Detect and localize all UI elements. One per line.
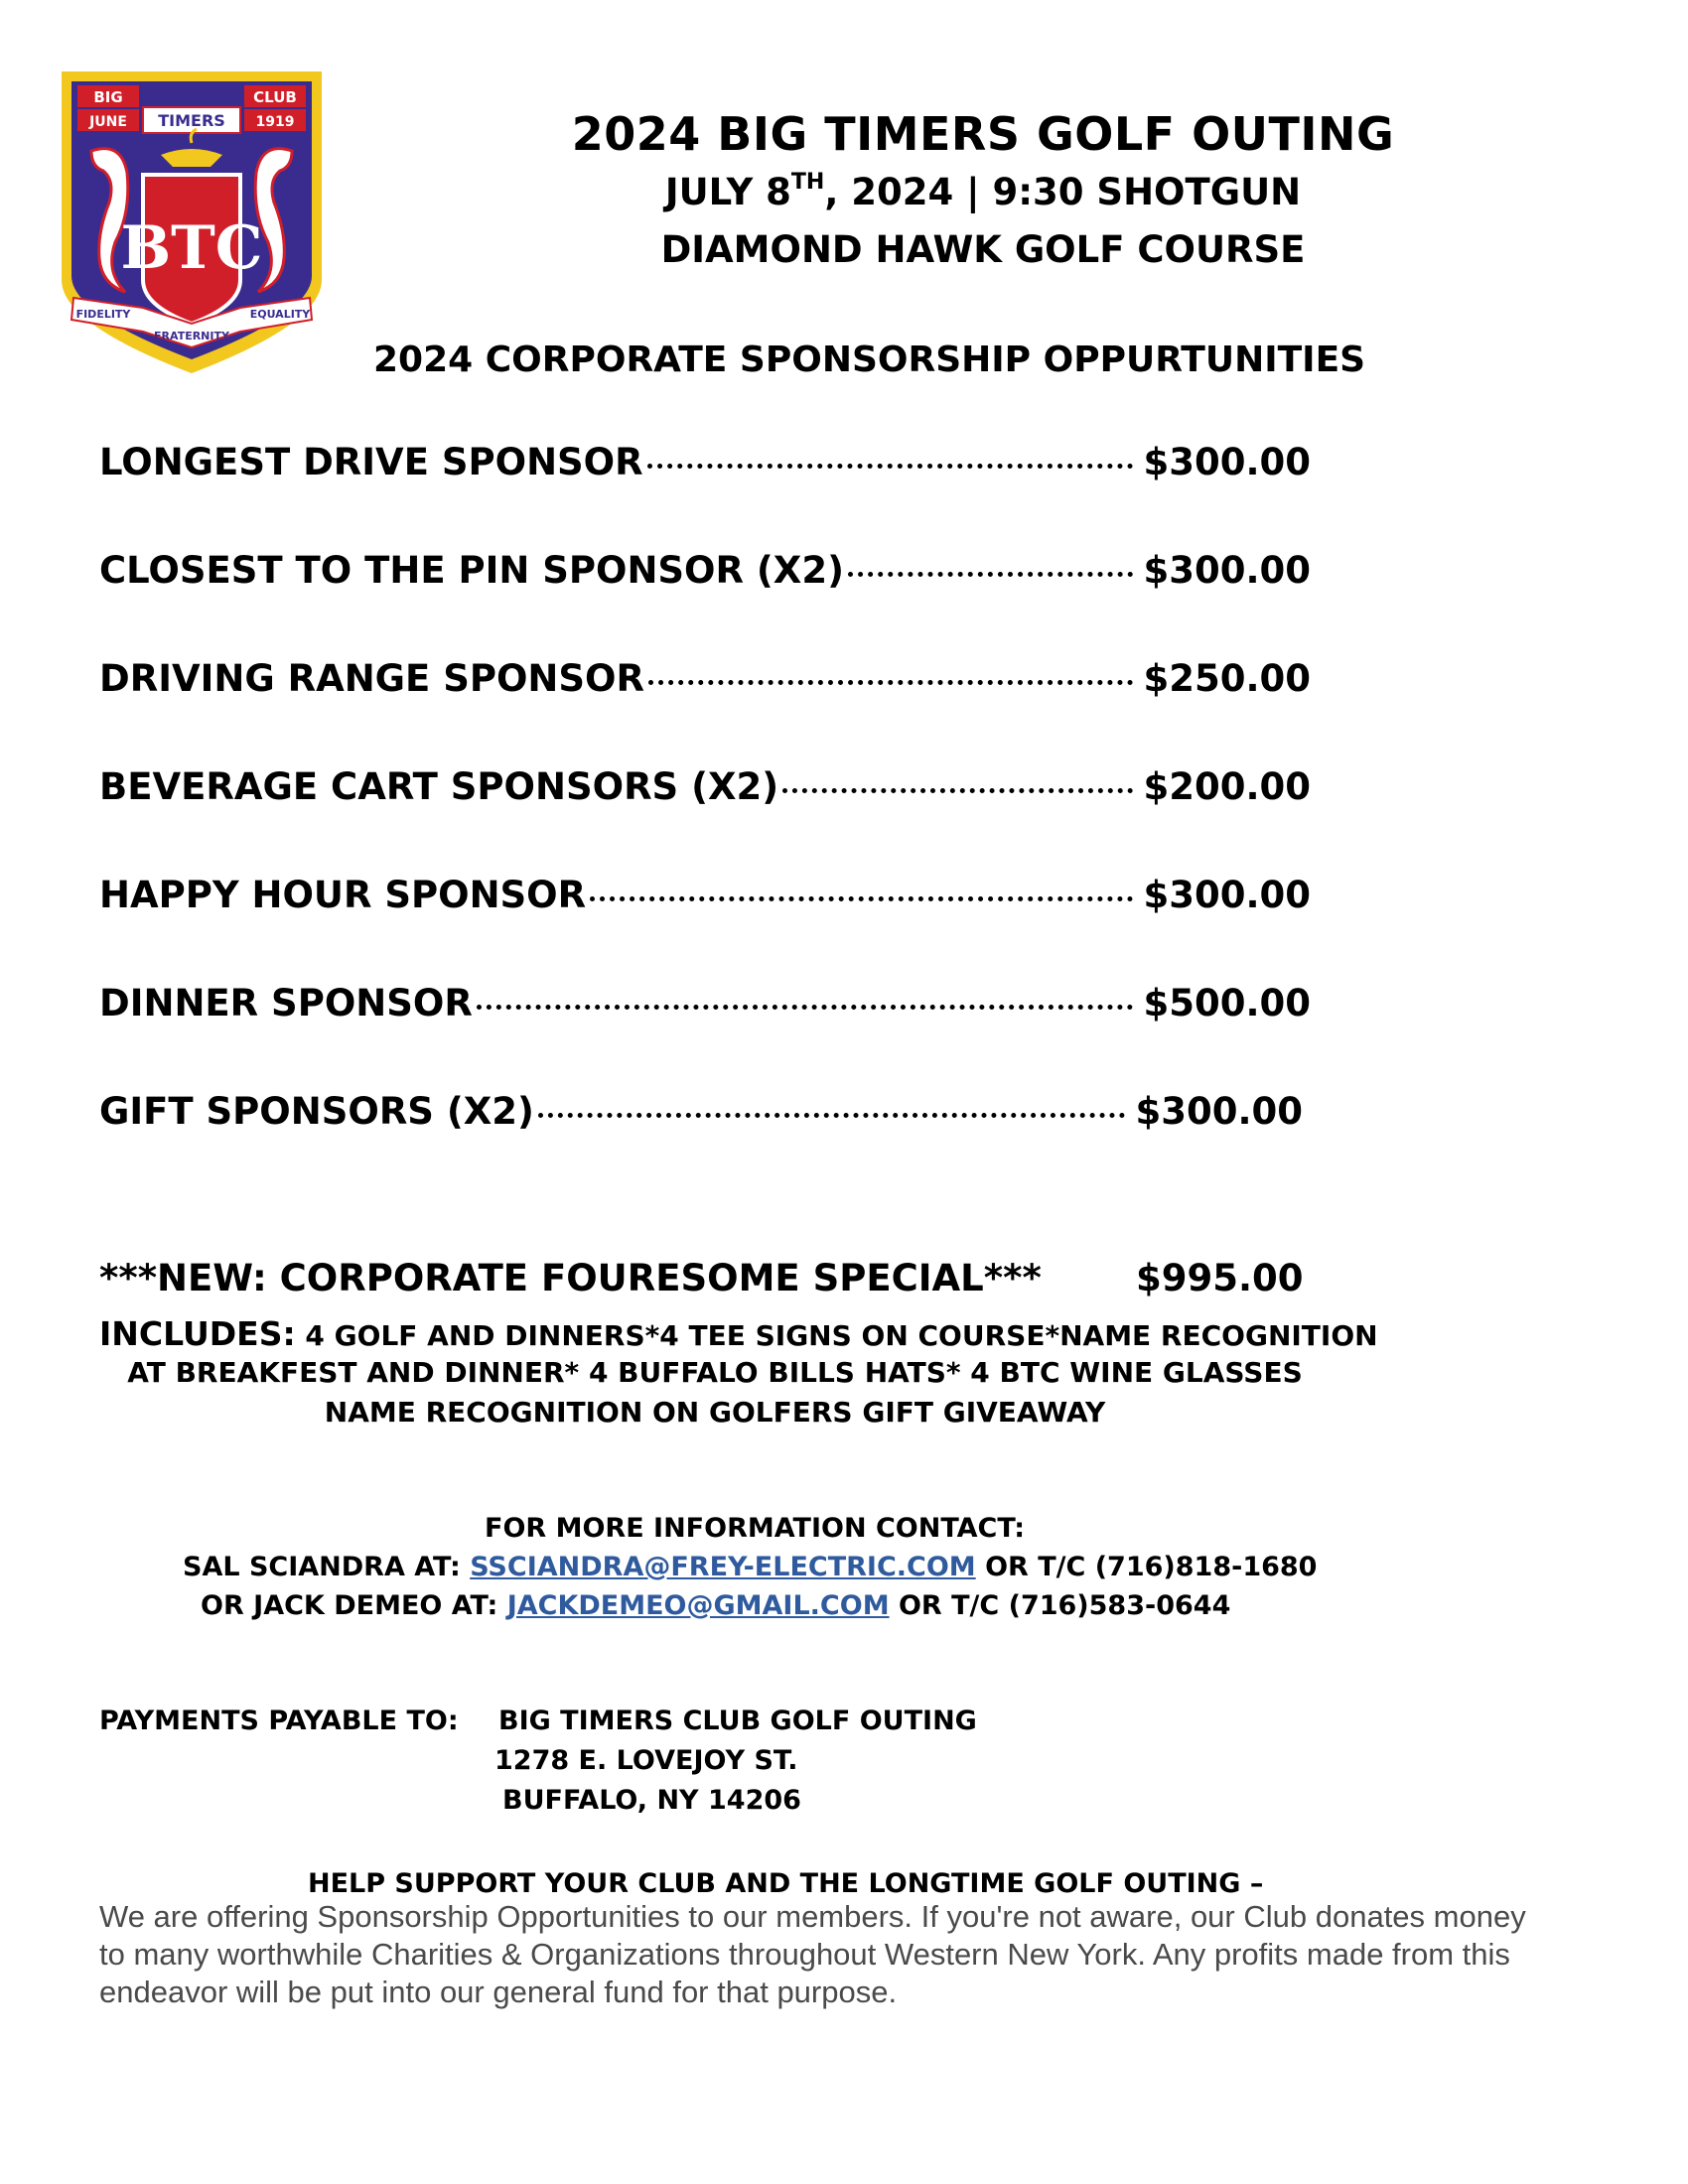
big-timers-club-crest-logo bbox=[52, 64, 332, 379]
sponsorship-price: $300.00 bbox=[1143, 441, 1311, 483]
dot-leader bbox=[782, 788, 1133, 793]
includes-text: 4 GOLF AND DINNERS*4 TEE SIGNS ON COURSE*NAME RECOGNITION bbox=[305, 1319, 1378, 1352]
sponsorship-price: $500.00 bbox=[1143, 982, 1311, 1024]
sponsorship-item bbox=[99, 874, 1311, 923]
sponsorship-label: GIFT SPONSORS (X2) bbox=[99, 1090, 534, 1133]
support-paragraph: We are offering Sponsorship Opportunities to our members. If you're not aware, our Club donates money to many worthwhile Charities & Organizations throughout Western New York. Any profits made from this endeavor will be put into our general fund for that purpose. bbox=[99, 1899, 1526, 2009]
logo-text-year: 1919 bbox=[255, 114, 295, 130]
payments-payee: BIG TIMERS CLUB GOLF OUTING bbox=[498, 1706, 977, 1736]
sponsorship-price: $200.00 bbox=[1143, 765, 1311, 808]
sponsorship-price: $300.00 bbox=[1135, 1090, 1303, 1133]
sal-email-link[interactable]: SSCIANDRA@FREY-ELECTRIC.COM bbox=[470, 1552, 976, 1582]
page-title: 2024 BIG TIMERS GOLF OUTING bbox=[571, 107, 1395, 161]
support-heading: HELP SUPPORT YOUR CLUB AND THE LONGTIME GOLF OUTING – bbox=[308, 1868, 1264, 1899]
dot-leader bbox=[648, 680, 1133, 685]
sponsorship-item bbox=[99, 765, 1311, 815]
sponsorship-label: DRIVING RANGE SPONSOR bbox=[99, 657, 644, 700]
dot-leader bbox=[477, 1005, 1134, 1010]
sponsorship-label: DINNER SPONSOR bbox=[99, 982, 473, 1024]
special-title: ***NEW: CORPORATE FOURESOME SPECIAL*** bbox=[99, 1257, 1042, 1299]
special-includes-line3: NAME RECOGNITION ON GOLFERS GIFT GIVEAWAY bbox=[324, 1396, 1106, 1429]
special-price: $995.00 bbox=[1136, 1257, 1304, 1299]
contact-heading: FOR MORE INFORMATION CONTACT: bbox=[485, 1513, 1026, 1544]
logo-ribbon-fidelity: FIDELITY bbox=[75, 308, 131, 321]
contact-sal-phone: OR T/C (716)818-1680 bbox=[985, 1552, 1318, 1582]
dot-leader bbox=[848, 572, 1133, 577]
sponsorship-label: LONGEST DRIVE SPONSOR bbox=[99, 441, 643, 483]
logo-text-club: CLUB bbox=[253, 88, 297, 106]
foursome-special bbox=[99, 1257, 1350, 1299]
sponsorship-price: $250.00 bbox=[1143, 657, 1311, 700]
payments-label: PAYMENTS PAYABLE TO: bbox=[99, 1706, 459, 1736]
special-includes-line1 bbox=[99, 1314, 1430, 1353]
event-venue: DIAMOND HAWK GOLF COURSE bbox=[660, 228, 1306, 271]
sponsorship-label: HAPPY HOUR SPONSOR bbox=[99, 874, 587, 916]
contact-jack-phone: OR T/C (716)583-0644 bbox=[898, 1590, 1231, 1621]
logo-ribbon-fraternity: FRATERNITY bbox=[154, 330, 229, 342]
event-date-time: JULY 8TH, 2024 | 9:30 SHOTGUN bbox=[664, 170, 1302, 213]
sponsorship-item bbox=[99, 549, 1311, 599]
sponsorship-item bbox=[99, 657, 1311, 707]
sponsorship-price: $300.00 bbox=[1143, 549, 1311, 592]
dot-leader bbox=[538, 1113, 1126, 1118]
sponsorship-price: $300.00 bbox=[1143, 874, 1311, 916]
logo-text-big: BIG bbox=[93, 88, 123, 106]
sponsorship-item bbox=[99, 1090, 1303, 1140]
logo-text-june: JUNE bbox=[89, 114, 127, 130]
jack-email-link[interactable]: JACKDEMEO@GMAIL.COM bbox=[506, 1590, 890, 1621]
sponsorship-label: BEVERAGE CART SPONSORS (X2) bbox=[99, 765, 779, 808]
dot-leader bbox=[647, 464, 1134, 469]
contact-sal bbox=[183, 1552, 1317, 1582]
contact-jack-prefix: OR JACK DEMEO AT: bbox=[201, 1590, 498, 1621]
logo-ribbon-equality: EQUALITY bbox=[249, 308, 311, 321]
dot-leader bbox=[590, 896, 1133, 901]
sponsorship-label: CLOSEST TO THE PIN SPONSOR (X2) bbox=[99, 549, 844, 592]
sponsorship-item bbox=[99, 982, 1311, 1031]
sponsorship-item bbox=[99, 441, 1311, 490]
contact-jack bbox=[201, 1590, 1230, 1621]
includes-label: INCLUDES: bbox=[99, 1314, 296, 1353]
contact-sal-prefix: SAL SCIANDRA AT: bbox=[183, 1552, 461, 1582]
special-includes-line2: AT BREAKFEST AND DINNER* 4 BUFFALO BILLS HATS* 4 BTC WINE GLASSES bbox=[127, 1356, 1303, 1389]
payments-city: BUFFALO, NY 14206 bbox=[502, 1785, 801, 1816]
payments-street: 1278 E. LOVEJOY ST. bbox=[494, 1745, 798, 1776]
logo-text-timers: TIMERS bbox=[158, 111, 225, 130]
logo-monogram: BTC bbox=[120, 213, 263, 283]
sponsorship-heading: 2024 CORPORATE SPONSORSHIP OPPURTUNITIES bbox=[373, 340, 1366, 380]
